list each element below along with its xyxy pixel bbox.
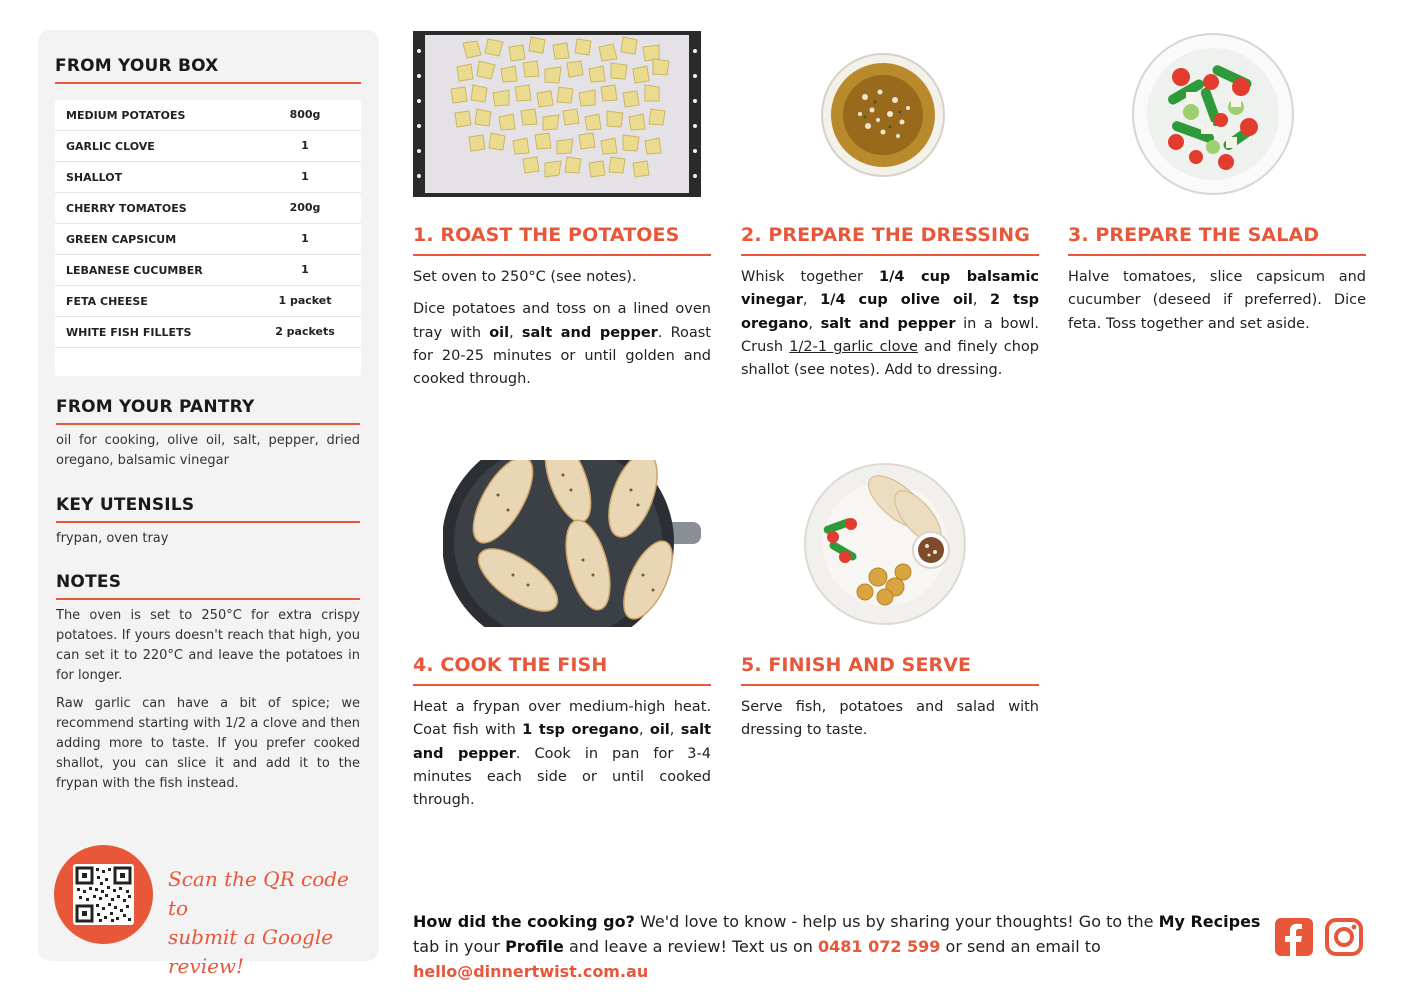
step-1-body	[413, 266, 711, 400]
ingredient-name: CHERRY TOMATOES	[66, 202, 187, 215]
step-4-text: Heat a frypan over medium-high heat. Coat fish with 1 tsp oregano, oil, salt and pepper. Cook in pan for 3-4 minutes each side or until cooked through.	[413, 699, 712, 809]
step-2-rule	[741, 254, 1039, 256]
step-3-title: 3. PREPARE THE SALAD	[1068, 224, 1320, 246]
qr-review-text	[168, 865, 368, 981]
notes-title: NOTES	[56, 572, 122, 592]
from-box-title: FROM YOUR BOX	[55, 56, 219, 76]
qr-line: submit a Google review!	[168, 925, 334, 978]
ingredient-qty: 1	[301, 139, 309, 152]
ingredient-qty: 1 packet	[278, 294, 332, 307]
table-row	[55, 100, 361, 131]
ingredients-sidebar	[38, 30, 379, 978]
utensils-rule	[56, 521, 360, 523]
ingredient-name: MEDIUM POTATOES	[66, 109, 186, 122]
table-row	[55, 162, 361, 193]
step-2-text: Whisk together 1/4 cup balsamic vinegar, 1/4 cup olive oil, 2 tsp oregano, salt and pepper in a bowl. Crush 1/2-1 garlic clove and finely chop shallot (see notes). Add to dressing.	[741, 269, 1040, 379]
notes-body	[56, 606, 360, 802]
ingredients-table	[55, 100, 361, 376]
ingredient-name: SHALLOT	[66, 171, 123, 184]
phone-link[interactable]: 0481 072 599	[817, 937, 941, 956]
step-4-rule	[413, 684, 711, 686]
potatoes-tray-photo	[413, 31, 701, 197]
dressing-bowl-photo	[820, 52, 946, 178]
step-4-body	[413, 696, 711, 821]
profile-link[interactable]: Profile	[505, 937, 564, 956]
step-3-body	[1068, 266, 1366, 345]
plated-meal-photo	[803, 462, 967, 626]
ingredient-qty: 1	[301, 263, 309, 276]
step-4-title: 4. COOK THE FISH	[413, 654, 608, 676]
ingredient-name: FETA CHEESE	[66, 295, 148, 308]
step-3-rule	[1068, 254, 1366, 256]
step-2-body	[741, 266, 1039, 391]
review-footer: How did the cooking go? We'd love to know - help us by sharing your thoughts! Go to the My Recipes tab in your Profile and leave a review! Text us on 0481 072 599 or send an email to hello@dinnertwist.com.au	[413, 912, 1261, 981]
pantry-rule	[56, 423, 360, 425]
step-2-title: 2. PREPARE THE DRESSING	[741, 224, 1030, 246]
from-box-rule	[55, 82, 361, 84]
notes-paragraph: The oven is set to 250°C for extra crispy potatoes. If yours doesn't reach that high, you can set it to 220°C and leave the potatoes in for longer.	[56, 608, 360, 683]
ingredient-qty: 1	[301, 232, 309, 245]
ingredient-qty: 1	[301, 170, 309, 183]
ingredient-qty: 2 packets	[275, 325, 335, 338]
table-row	[55, 255, 361, 286]
footer-question: How did the cooking go?	[413, 912, 635, 931]
email-link[interactable]: hello@dinnertwist.com.au	[413, 962, 649, 981]
my-recipes-link[interactable]: My Recipes	[1158, 912, 1261, 931]
step-5-text: Serve fish, potatoes and salad with dressing to taste.	[741, 699, 1039, 739]
step-5-body	[741, 696, 1039, 752]
ingredient-qty: 800g	[289, 108, 321, 121]
step-1-rule	[413, 254, 711, 256]
ingredient-name: GARLIC CLOVE	[66, 140, 155, 153]
ingredient-name: WHITE FISH FILLETS	[66, 326, 192, 339]
step-1-text: Set oven to 250°C (see notes).	[413, 269, 637, 285]
table-row	[55, 286, 361, 317]
table-row	[55, 224, 361, 255]
table-row	[55, 131, 361, 162]
step-5-title: 5. FINISH AND SERVE	[741, 654, 972, 676]
table-row	[55, 193, 361, 224]
ingredient-name: LEBANESE CUCUMBER	[66, 264, 203, 277]
qr-line: Scan the QR code to	[168, 867, 349, 920]
facebook-icon[interactable]	[1275, 918, 1313, 956]
fish-frypan-photo	[443, 460, 701, 627]
step-1-text: Dice potatoes and toss on a lined oven tray with oil, salt and pepper. Roast for 20-25 minutes or until golden and cooked through.	[413, 301, 711, 388]
pantry-title: FROM YOUR PANTRY	[56, 397, 255, 417]
step-1-title: 1. ROAST THE POTATOES	[413, 224, 680, 246]
utensils-text: frypan, oven tray	[56, 531, 169, 546]
qr-code-badge[interactable]	[54, 845, 153, 944]
utensils-title: KEY UTENSILS	[56, 495, 195, 515]
table-row	[55, 317, 361, 348]
pantry-text: oil for cooking, olive oil, salt, pepper, dried oregano, balsamic vinegar	[56, 433, 360, 468]
garlic-amount: 1/2-1 garlic clove	[789, 338, 918, 355]
notes-rule	[56, 598, 360, 600]
step-5-rule	[741, 684, 1039, 686]
ingredient-name: GREEN CAPSICUM	[66, 233, 177, 246]
notes-paragraph: Raw garlic can have a bit of spice; we recommend starting with 1/2 a clove and then adding more to taste. If you prefer cooked shallot, you can slice it and add it to the frypan with the fish instead.	[56, 696, 360, 791]
ingredient-qty: 200g	[289, 201, 321, 214]
step-3-text: Halve tomatoes, slice capsicum and cucumber (deseed if preferred). Dice feta. Toss together and set aside.	[1068, 269, 1366, 332]
salad-bowl-photo	[1131, 32, 1295, 196]
instagram-icon[interactable]	[1325, 918, 1363, 956]
qr-code-icon	[73, 864, 134, 925]
